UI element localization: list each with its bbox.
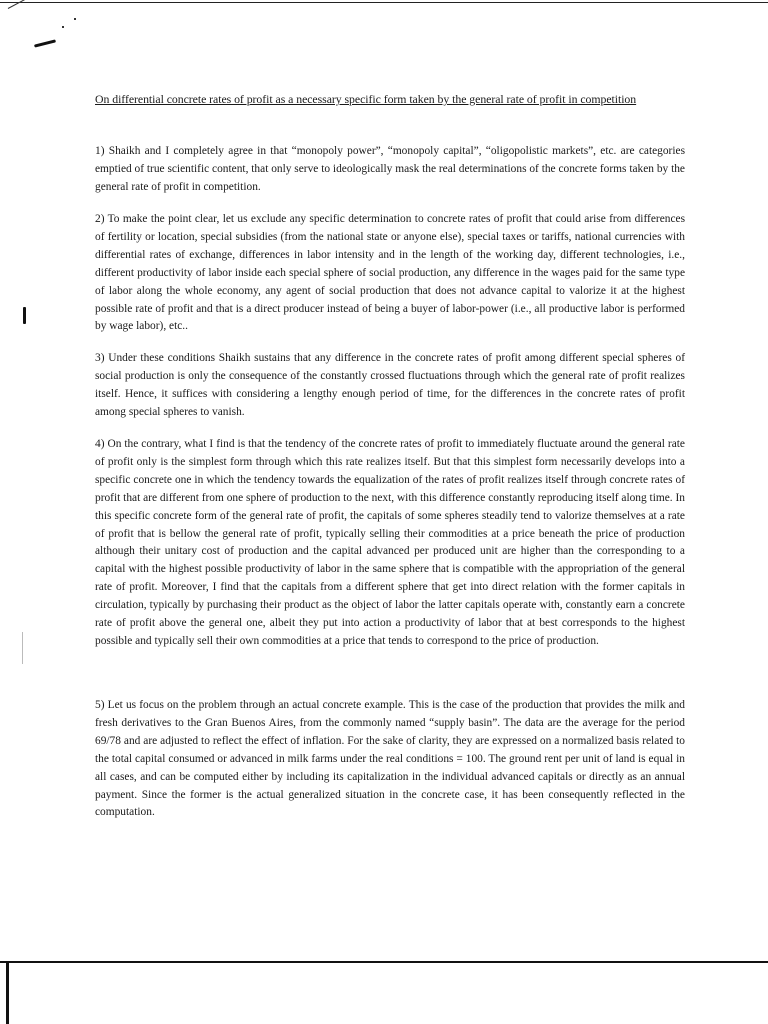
paragraph-5: 5) Let us focus on the problem through an actual concrete example. This is the case of the production that provides the milk and fresh derivatives to the Gran Buenos Aires, from the commonly named “supply basin”. The data are the average for the period 69/78 and are adjusted to reflect the effect of inflation. For the sake of clarity, they are expressed on a normalized basis related to the total capital consumed or advanced in milk farms under the real conditions = 100. The ground rent per unit of land is equal in all cases, and can be computed either by including its capitalization in the individual advanced capitals or directly as an annual payment. Since the former is the actual generalized situation in the concrete case, it has been consequently reflected in the computation. (95, 699, 685, 819)
margin-mark (23, 307, 26, 324)
paragraph-4: 4) On the contrary, what I find is that the tendency of the concrete rates of profit to immediately fluctuate around the general rate of profit only is the simplest form through which this rate realizes itself. But that this simplest form necessarily develops into a specific concrete one in which the tendency towards the equalization of the rates of profit realizes itself through concrete rates of profit that are different from one sphere of production to the next, with this difference constantly reproducing itself along time. In this specific concrete form of the general rate of profit, the capitals of some spheres steadily tend to valorize themselves at a rate of profit that is bellow the general rate of profit, typically selling their commodities at a price beneath the price of production although their unitary cost of production and the capital advanced per produced unit are higher than the corresponding to a capital with the highest possible productivity of labor in the same sphere that is compatible with the appropriation of the general rate of profit. Moreover, I find that the capitals from a different sphere that get into direct relation with the former capitals in circulation, typically by purchasing their product as the object of labor the latter capitals operate with, constantly earn a concrete rate of profit above the general one, albeit they put into action a productivity of labor that at best corresponds to the highest possible and typically sell their own commodities at a price that tends to correspond to the price of production. (95, 438, 685, 647)
paragraph-3: 3) Under these conditions Shaikh sustains that any difference in the concrete rates of profit among different special spheres of social production is only the consequence of the constantly crossed fluctuations through which the general rate of profit realizes itself. Hence, it suffices with considering a lengthy enough period of time, for the differences in the concrete rates of profit among special spheres to vanish. (95, 352, 685, 418)
scan-mark-dot (62, 26, 64, 28)
paragraph-2: 2) To make the point clear, let us exclude any specific determination to concrete rates of profit that could arise from differences of fertility or location, special subsidies (from the national state or anyone else), special taxes or tariffs, national currencies with differential rates of exchange, differences in labor intensity and in the length of the working day, different technologies, i.e., different productivity of labor inside each special sphere of social production, any difference in the wages paid for the same type of labor along the whole economy, any agent of social production that does not advance capital to valorize it at the highest possible rate of profit and that is a direct producer instead of being a buyer of labor-power (i.e., all productive labor is performed by wage labor), etc.. (95, 213, 685, 333)
scan-bottom-left-edge (6, 961, 9, 1024)
scan-mark-dot (74, 18, 76, 20)
scan-bottom-edge (0, 961, 768, 963)
paragraph-1: 1) Shaikh and I completely agree in that “monopoly power”, “monopoly capital”, “oligopolistic markets”, etc. are categories emptied of true scientific content, that only serve to ideologically mask the real determinations of the concrete forms taken by the general rate of profit in competition. (95, 145, 685, 193)
scan-mark-pen-stroke (34, 39, 56, 47)
margin-faint-line (22, 632, 23, 664)
document-title: On differential concrete rates of profit as a necessary specific form taken by the general rate of profit in competition (95, 92, 637, 106)
scan-top-edge (0, 2, 768, 3)
